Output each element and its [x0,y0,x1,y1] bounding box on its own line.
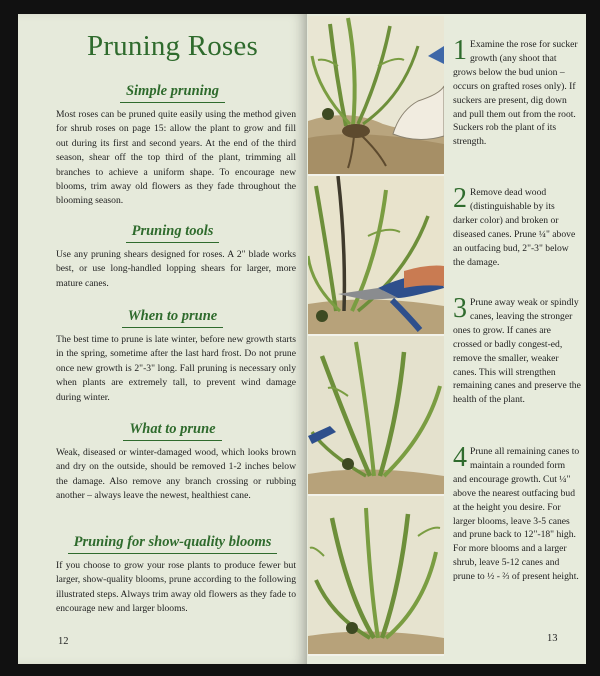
text-show-quality: If you choose to grow your rose plants to produce fewer but larger, show-quality blooms, prune according to the following illustrated steps. Always trim away old flowers as they fade to encourage new and larger blooms. [56,560,296,615]
illustration-step-4 [308,496,444,656]
rose-deadwood-illustration [308,176,444,334]
step-1-text: Examine the rose for sucker growth (any shoot that grows below the bud union – occurs on grafted roses only). If suckers are present, dig down and pull them out from the root. Suckers rob the plant of its strength. [453,39,578,148]
text-pruning-tools: Use any pruning shears designed for roses. A 2" blade works best, or use long-handled lopping shears for larger, more mature canes. [56,249,296,289]
illustration-step-3 [308,336,444,496]
page-title: Pruning Roses [87,30,258,62]
step-4-number: 4 [453,442,467,473]
step-2 [453,183,581,269]
heading-pruning-tools: Pruning tools [40,220,305,243]
step-3-text: Prune away weak or spindly canes, leaving the stronger ones to grow. If canes are crossed or badly congest-ed, remove the smaller, weaker canes. This will strengthen remaining canes and preserve the health of the plant. [453,297,581,406]
step-4-text: Prune all remaining canes to maintain a rounded form and encourage growth. Cut ¼" above the nearest outfacing bud at the height you desire. For larger blooms, leave 3-5 canes and prune back to 12"-18" high. For more blooms and a larger shrub, leave 5-12 canes and prune to ½ - ⅔ of present height. [453,446,580,583]
step-4 [453,442,581,584]
page-number-right: 13 [547,633,558,644]
heading-when-to-prune: When to prune [40,305,305,328]
heading-simple-pruning: Simple pruning [40,80,305,103]
text-what-to-prune: Weak, diseased or winter-damaged wood, which looks brown and dry on the outside, should be removed 1-2 inches below the damage. Also remove any branch crossing or rubbing another – always leave the newest, healthiest cane. [56,447,296,502]
heading-what-to-prune: What to prune [40,418,305,441]
rose-weak-canes-illustration [308,336,444,494]
step-1 [453,35,581,149]
text-when-to-prune: The best time to prune is late winter, before new growth starts in the spring, sometime after the last hard frost. Do not prune once new growth is 2"-3" long. Fall pruning is necessary only when plants are extremely tall, to prevent wind damage during winter. [56,334,296,403]
rose-sucker-illustration [308,16,444,174]
text-simple-pruning: Most roses can be pruned quite easily using the method given for shrub roses on page 15: allow the plant to grow and fill out during its first and second years. At the end of the third season, shear off the top third of the plant, trimming all branches to achieve a uniform shape. To encourage new blooms, trim away old flowers as they fade throughout the blooming season. [56,109,296,207]
step-2-text: Remove dead wood (distinguishable by its darker color) and broken or diseased canes. Prune ¼" above an outfacing bud, 2"-3" below the damage. [453,187,576,268]
heading-show-quality: Pruning for show-quality blooms [40,531,305,554]
step-1-number: 1 [453,35,467,66]
illustration-step-1 [308,16,444,176]
step-3-number: 3 [453,293,467,324]
step-3 [453,293,581,407]
rose-final-shape-illustration [308,496,444,654]
step-2-number: 2 [453,183,467,214]
illustration-step-2 [308,176,444,336]
page-number-left: 12 [58,636,69,647]
